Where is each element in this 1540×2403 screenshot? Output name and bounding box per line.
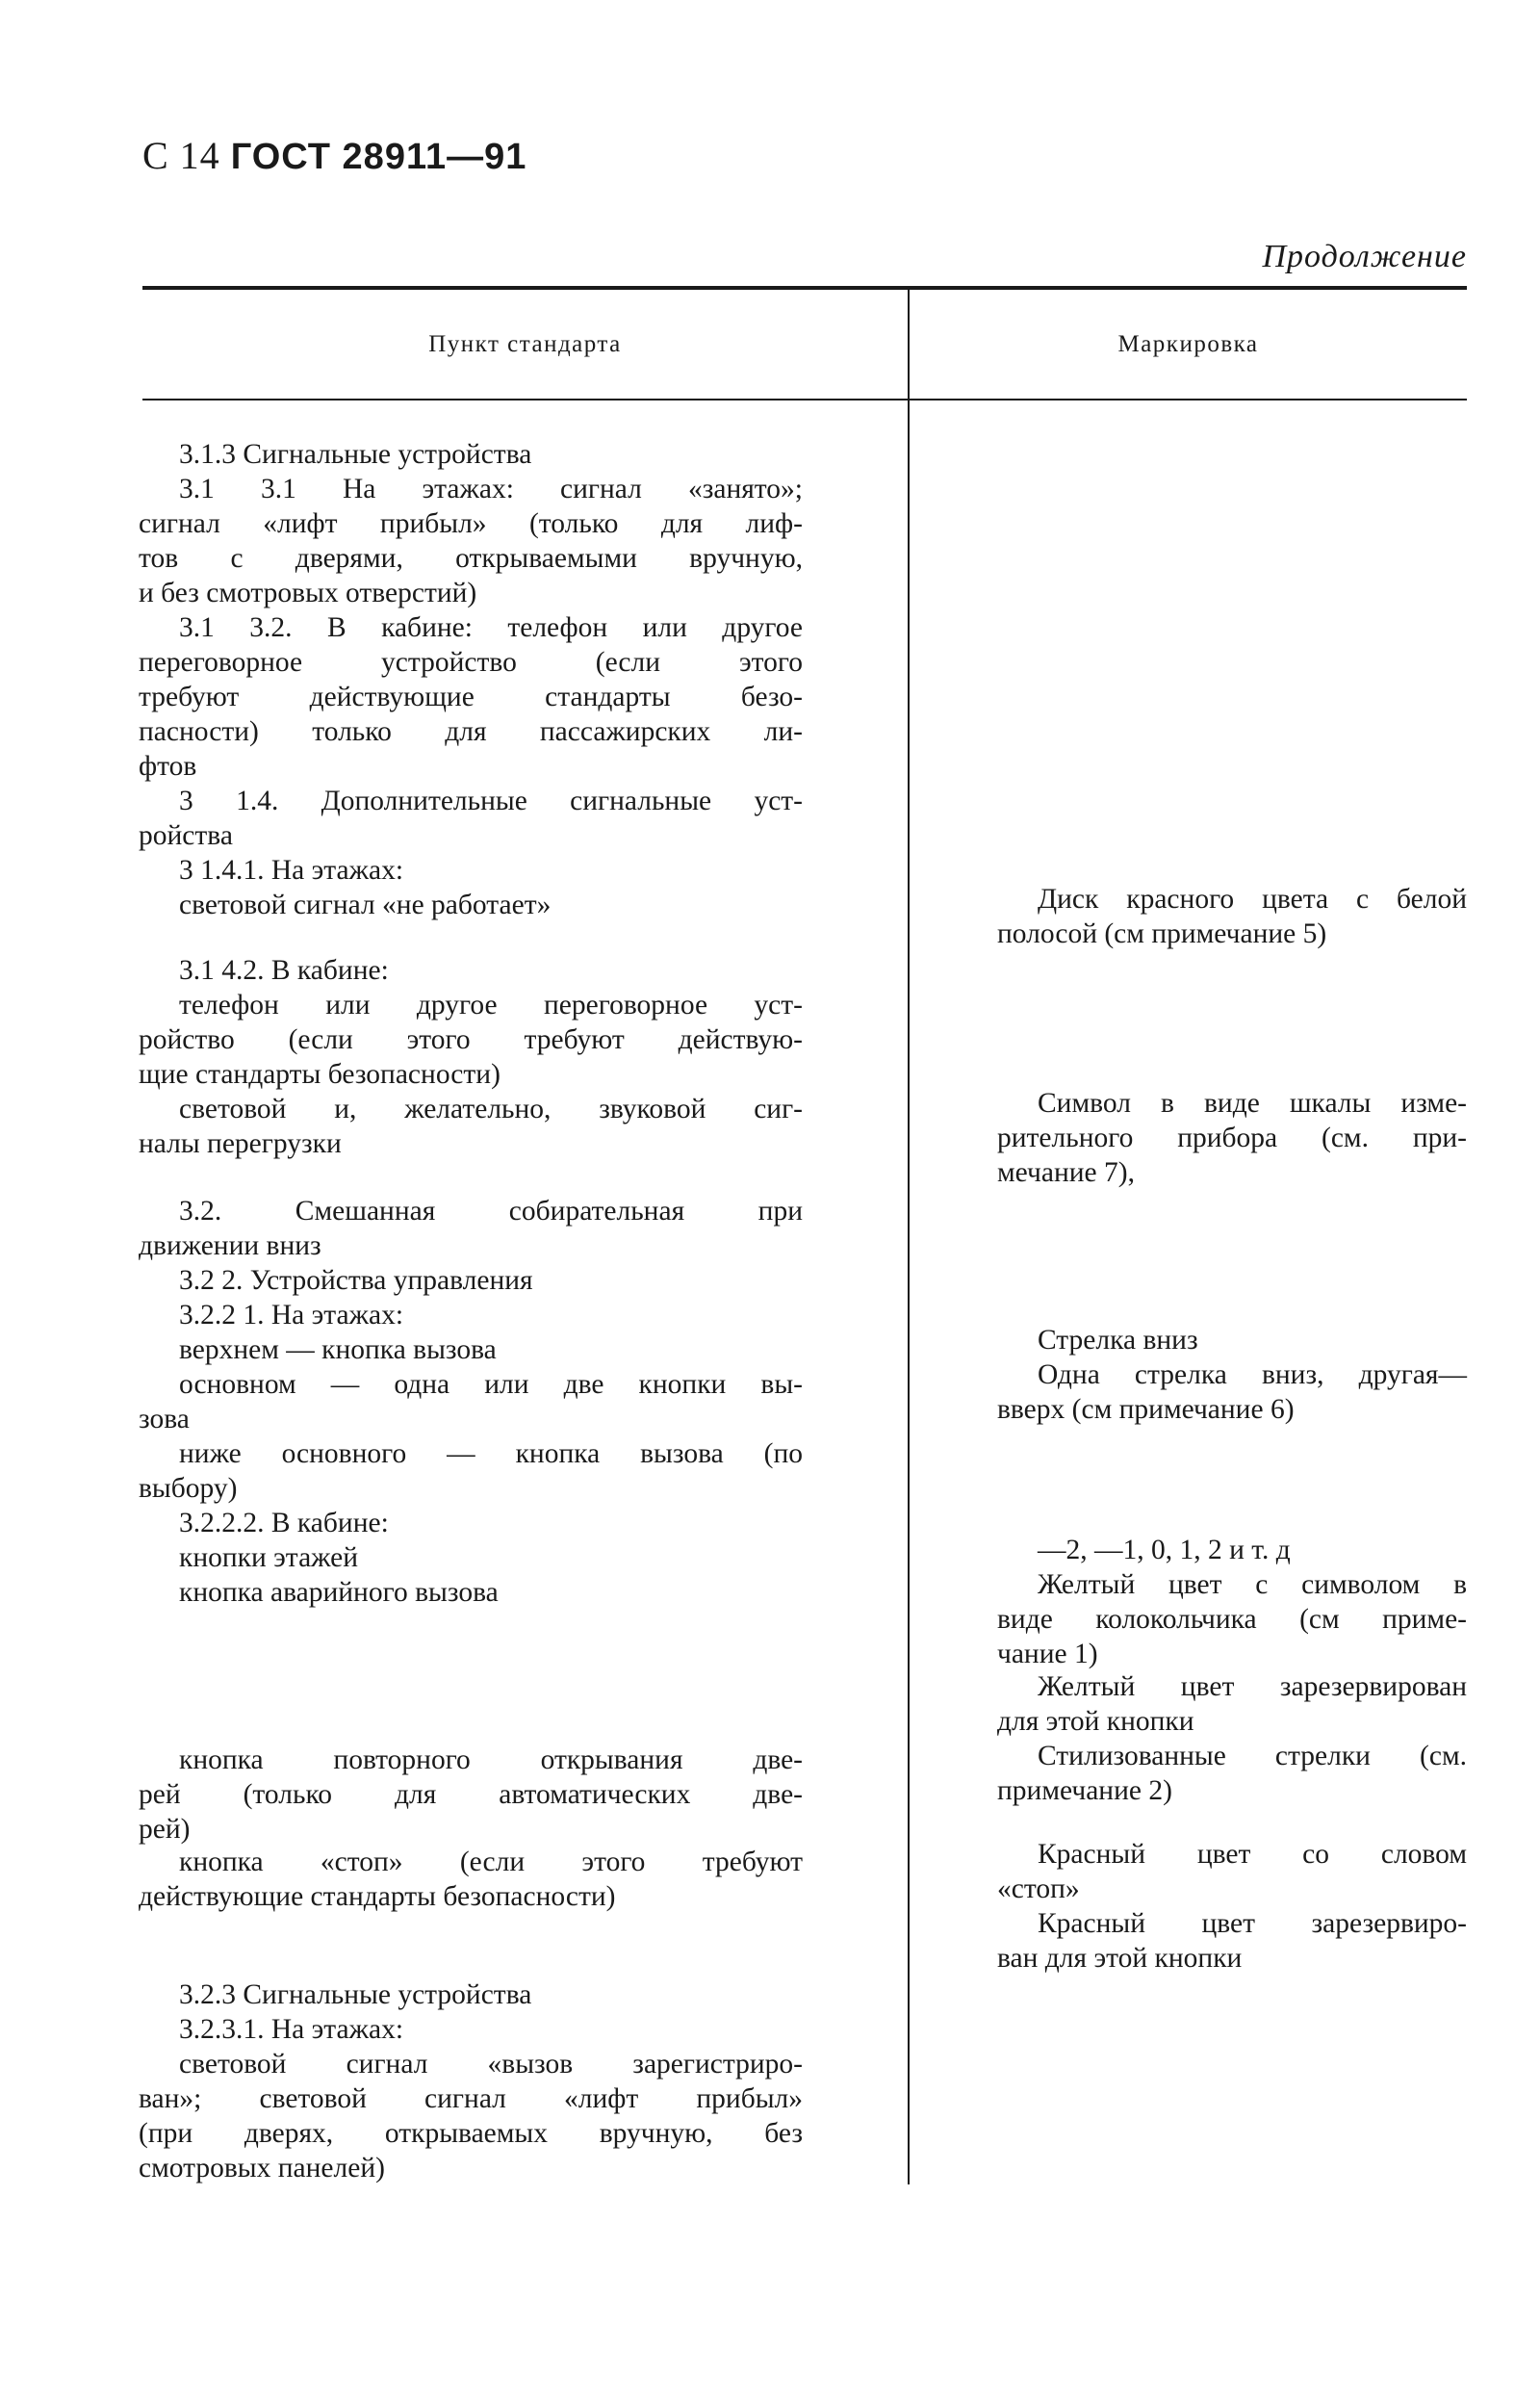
text-line: рей) xyxy=(139,1814,191,1845)
text-line: выбору) xyxy=(139,1473,238,1504)
text-line: чание 1) xyxy=(997,1639,1098,1669)
text-line: 3.2.2.2. В кабине: xyxy=(179,1508,389,1538)
column-header-marking: Маркировка xyxy=(1117,331,1259,357)
page-number: С 14 xyxy=(142,134,220,177)
text-line: Красный цвет зарезервиро- xyxy=(1038,1908,1467,1939)
text-line: смотровых панелей) xyxy=(139,2153,385,2183)
text-line: переговорное устройство (если этого xyxy=(139,647,803,678)
marking-cell xyxy=(997,1739,1467,1808)
text-line: Красный цвет со словом xyxy=(1038,1839,1467,1870)
text-line: ройство (если этого требуют действую- xyxy=(139,1024,803,1055)
continuation-label: Продолжение xyxy=(1262,239,1467,274)
marking-cell xyxy=(997,1323,1467,1357)
text-line: кнопка аварийного вызова xyxy=(179,1577,499,1608)
text-line: щие стандарты безопасности) xyxy=(139,1059,500,1090)
text-line: 3 1.4. Дополнительные сигнальные уст- xyxy=(179,786,803,816)
clause-cell xyxy=(139,1977,803,2012)
marking-cell xyxy=(997,1086,1467,1190)
text-line: ниже основного — кнопка вызова (по xyxy=(179,1438,803,1469)
marking-cell xyxy=(997,1837,1467,1906)
text-line: Символ в виде шкалы изме- xyxy=(1038,1088,1467,1119)
text-line: и без смотровых отверстий) xyxy=(139,578,477,608)
clause-cell xyxy=(139,1367,803,1436)
clause-cell xyxy=(139,888,803,922)
clause-cell xyxy=(139,2012,803,2047)
clause-cell xyxy=(139,1332,803,1367)
clause-cell xyxy=(139,853,803,888)
text-line: Желтый цвет зарезервирован xyxy=(1038,1671,1467,1702)
table-header-rule xyxy=(142,399,1467,400)
clause-cell xyxy=(139,1092,803,1161)
text-line: Одна стрелка вниз, другая— xyxy=(1038,1359,1467,1390)
marking-cell xyxy=(997,1669,1467,1739)
clause-cell xyxy=(139,1845,803,1914)
text-line: полосой (см примечание 5) xyxy=(997,918,1327,949)
text-line: рей (только для автоматических две- xyxy=(139,1779,803,1810)
text-line: световой сигнал «вызов зарегистриро- xyxy=(179,2049,803,2080)
text-line: для этой кнопки xyxy=(997,1706,1194,1737)
text-line: вверх (см примечание 6) xyxy=(997,1394,1295,1425)
text-line: сигнал «лифт прибыл» (только для лиф- xyxy=(139,508,803,539)
column-header-clause: Пункт стандарта xyxy=(428,331,622,357)
standard-code: ГОСТ 28911—91 xyxy=(230,137,527,177)
clause-cell xyxy=(139,988,803,1092)
text-line: верхнем — кнопка вызова xyxy=(179,1334,497,1365)
clause-cell xyxy=(139,1506,803,1540)
page-header xyxy=(142,133,526,178)
text-line: 3.2.3 Сигнальные устройства xyxy=(179,1979,532,2010)
marking-cell xyxy=(997,1533,1467,1567)
clause-cell xyxy=(139,1298,803,1332)
text-line: 3.2. Смешанная собирательная при xyxy=(179,1196,803,1227)
clause-cell xyxy=(139,1263,803,1298)
text-line: действующие стандарты безопасности) xyxy=(139,1881,616,1912)
text-line: примечание 2) xyxy=(997,1775,1172,1806)
text-line: 3.2 2. Устройства управления xyxy=(179,1265,533,1296)
text-line: 3.2.3.1. На этажах: xyxy=(179,2014,404,2045)
text-line: 3 1.4.1. На этажах: xyxy=(179,855,404,886)
clause-cell xyxy=(139,953,803,988)
text-line: 3.2.2 1. На этажах: xyxy=(179,1300,404,1331)
text-line: ван для этой кнопки xyxy=(997,1943,1243,1974)
text-line: требуют действующие стандарты безо- xyxy=(139,682,803,712)
text-line: 3.1 3.1 На этажах: сигнал «занято»; xyxy=(179,474,803,504)
marking-cell xyxy=(997,1906,1467,1976)
text-line: 3.1 4.2. В кабине: xyxy=(179,955,389,986)
text-line: световой и, желательно, звуковой сиг- xyxy=(179,1094,803,1124)
text-line: 3.1.3 Сигнальные устройства xyxy=(179,439,532,470)
text-line: Стрелка вниз xyxy=(1038,1325,1198,1356)
text-line: налы перегрузки xyxy=(139,1128,342,1159)
clause-cell xyxy=(139,1575,803,1610)
text-line: ройства xyxy=(139,820,233,851)
clause-cell xyxy=(139,784,803,853)
text-line: мечание 7), xyxy=(997,1157,1135,1188)
clause-cell xyxy=(139,1194,803,1263)
table-top-rule xyxy=(142,286,1467,290)
clause-cell xyxy=(139,1540,803,1575)
text-line: основном — одна или две кнопки вы- xyxy=(179,1369,803,1400)
clause-cell xyxy=(139,610,803,784)
clause-cell xyxy=(139,437,803,472)
text-line: ван»; световой сигнал «лифт прибыл» xyxy=(139,2083,803,2114)
text-line: виде колокольчика (см приме- xyxy=(997,1604,1467,1635)
text-line: кнопки этажей xyxy=(179,1542,359,1573)
text-line: световой сигнал «не работает» xyxy=(179,890,552,920)
text-line: Стилизованные стрелки (см. xyxy=(1038,1741,1467,1771)
text-line: Диск красного цвета с белой xyxy=(1038,884,1467,915)
marking-cell xyxy=(997,882,1467,951)
text-line: рительного прибора (см. при- xyxy=(997,1123,1467,1153)
text-line: тов с дверями, открываемыми вручную, xyxy=(139,543,803,574)
marking-cell xyxy=(997,1357,1467,1427)
text-line: «стоп» xyxy=(997,1873,1080,1904)
clause-cell xyxy=(139,2047,803,2185)
text-line: —2, —1, 0, 1, 2 и т. д xyxy=(1038,1535,1291,1565)
text-line: (при дверях, открываемых вручную, без xyxy=(139,2118,803,2149)
text-line: 3.1 3.2. В кабине: телефон или другое xyxy=(179,612,803,643)
text-line: Желтый цвет с символом в xyxy=(1038,1569,1467,1600)
text-line: телефон или другое переговорное уст- xyxy=(179,990,803,1021)
clause-cell xyxy=(139,472,803,610)
text-line: кнопка «стоп» (если этого требуют xyxy=(179,1847,803,1877)
text-line: кнопка повторного открывания две- xyxy=(179,1744,803,1775)
text-line: пасности) только для пассажирских ли- xyxy=(139,716,803,747)
column-divider xyxy=(908,288,910,2184)
text-line: фтов xyxy=(139,751,197,782)
text-line: движении вниз xyxy=(139,1230,321,1261)
clause-cell xyxy=(139,1436,803,1506)
clause-cell xyxy=(139,1743,803,1847)
marking-cell xyxy=(997,1567,1467,1671)
text-line: зова xyxy=(139,1404,190,1434)
